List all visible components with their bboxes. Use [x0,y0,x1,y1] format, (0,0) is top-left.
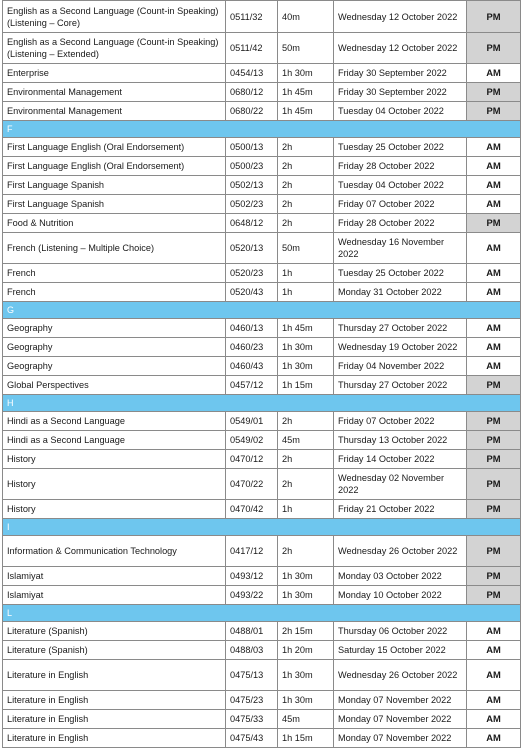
table-row [3,691,521,710]
exam-date-cell: Friday 14 October 2022 [334,450,467,469]
session-cell: PM [467,431,521,450]
table-row [3,450,521,469]
table-row [3,412,521,431]
letter-section-header [3,395,521,412]
component-code-cell: 0457/12 [226,376,278,395]
component-code-cell: 0475/43 [226,729,278,748]
session-cell: AM [467,691,521,710]
exam-date-cell: Tuesday 04 October 2022 [334,102,467,121]
table-row [3,338,521,357]
table-row [3,64,521,83]
subject-cell: Global Perspectives [3,376,226,395]
section-letter: G [3,302,521,319]
subject-cell: English as a Second Language (Count-in Speaking) (Listening – Extended) [3,33,226,64]
subject-cell: Hindi as a Second Language [3,431,226,450]
duration-cell: 1h [278,264,334,283]
duration-cell: 2h [278,157,334,176]
component-code-cell: 0475/23 [226,691,278,710]
duration-cell: 50m [278,233,334,264]
session-cell: AM [467,357,521,376]
subject-cell: Hindi as a Second Language [3,412,226,431]
duration-cell: 1h 30m [278,660,334,691]
table-row [3,729,521,748]
subject-cell: French [3,264,226,283]
table-row [3,319,521,338]
duration-cell: 50m [278,33,334,64]
table-row [3,660,521,691]
duration-cell: 2h [278,195,334,214]
table-row [3,500,521,519]
subject-cell: Literature in English [3,691,226,710]
duration-cell: 1h 30m [278,357,334,376]
duration-cell: 45m [278,710,334,729]
component-code-cell: 0511/42 [226,33,278,64]
table-row [3,567,521,586]
section-letter: I [3,519,521,536]
section-letter: H [3,395,521,412]
duration-cell: 2h [278,450,334,469]
table-row [3,283,521,302]
subject-cell: First Language Spanish [3,195,226,214]
table-row [3,33,521,64]
section-letter: F [3,121,521,138]
subject-cell: French (Listening – Multiple Choice) [3,233,226,264]
session-cell: AM [467,641,521,660]
component-code-cell: 0454/13 [226,64,278,83]
component-code-cell: 0502/13 [226,176,278,195]
component-code-cell: 0460/43 [226,357,278,376]
exam-date-cell: Friday 21 October 2022 [334,500,467,519]
table-row [3,138,521,157]
exam-date-cell: Friday 07 October 2022 [334,412,467,431]
session-cell: PM [467,214,521,233]
table-row [3,710,521,729]
component-code-cell: 0520/43 [226,283,278,302]
duration-cell: 1h [278,500,334,519]
exam-date-cell: Monday 10 October 2022 [334,586,467,605]
timetable-body [3,1,521,748]
component-code-cell: 0460/23 [226,338,278,357]
table-row [3,431,521,450]
letter-section-header [3,605,521,622]
subject-cell: Enterprise [3,64,226,83]
table-row [3,176,521,195]
subject-cell: Geography [3,319,226,338]
session-cell: AM [467,729,521,748]
subject-cell: First Language English (Oral Endorsement) [3,138,226,157]
session-cell: PM [467,469,521,500]
subject-cell: Literature in English [3,660,226,691]
subject-cell: Literature (Spanish) [3,622,226,641]
table-row [3,157,521,176]
subject-cell: Geography [3,357,226,376]
exam-date-cell: Monday 31 October 2022 [334,283,467,302]
exam-date-cell: Wednesday 16 November 2022 [334,233,467,264]
session-cell: AM [467,157,521,176]
session-cell: PM [467,83,521,102]
exam-date-cell: Tuesday 25 October 2022 [334,138,467,157]
subject-cell: Geography [3,338,226,357]
duration-cell: 1h 30m [278,64,334,83]
subject-cell: History [3,500,226,519]
duration-cell: 2h [278,412,334,431]
session-cell: PM [467,536,521,567]
table-row [3,214,521,233]
duration-cell: 1h 45m [278,83,334,102]
exam-date-cell: Saturday 15 October 2022 [334,641,467,660]
table-row [3,376,521,395]
component-code-cell: 0488/01 [226,622,278,641]
duration-cell: 1h [278,283,334,302]
session-cell: PM [467,450,521,469]
subject-cell: Islamiyat [3,567,226,586]
letter-section-header [3,302,521,319]
component-code-cell: 0470/12 [226,450,278,469]
component-code-cell: 0493/22 [226,586,278,605]
exam-date-cell: Friday 30 September 2022 [334,64,467,83]
duration-cell: 1h 20m [278,641,334,660]
subject-cell: English as a Second Language (Count-in Speaking) (Listening – Core) [3,1,226,33]
component-code-cell: 0549/01 [226,412,278,431]
session-cell: AM [467,283,521,302]
table-row [3,536,521,567]
component-code-cell: 0493/12 [226,567,278,586]
component-code-cell: 0470/22 [226,469,278,500]
table-row [3,469,521,500]
subject-cell: Environmental Management [3,102,226,121]
session-cell: PM [467,33,521,64]
duration-cell: 45m [278,431,334,450]
table-row [3,586,521,605]
exam-date-cell: Monday 03 October 2022 [334,567,467,586]
exam-date-cell: Friday 07 October 2022 [334,195,467,214]
component-code-cell: 0680/22 [226,102,278,121]
exam-date-cell: Tuesday 04 October 2022 [334,176,467,195]
section-letter: L [3,605,521,622]
table-row [3,233,521,264]
exam-date-cell: Friday 28 October 2022 [334,214,467,233]
exam-date-cell: Tuesday 25 October 2022 [334,264,467,283]
exam-date-cell: Thursday 06 October 2022 [334,622,467,641]
component-code-cell: 0470/42 [226,500,278,519]
session-cell: PM [467,500,521,519]
duration-cell: 2h 15m [278,622,334,641]
session-cell: AM [467,264,521,283]
component-code-cell: 0475/13 [226,660,278,691]
exam-date-cell: Friday 30 September 2022 [334,83,467,102]
session-cell: AM [467,233,521,264]
component-code-cell: 0475/33 [226,710,278,729]
exam-date-cell: Monday 07 November 2022 [334,710,467,729]
table-row [3,357,521,376]
subject-cell: Environmental Management [3,83,226,102]
exam-date-cell: Monday 07 November 2022 [334,691,467,710]
table-row [3,83,521,102]
exam-date-cell: Wednesday 26 October 2022 [334,536,467,567]
session-cell: PM [467,412,521,431]
subject-cell: French [3,283,226,302]
duration-cell: 40m [278,1,334,33]
exam-date-cell: Thursday 13 October 2022 [334,431,467,450]
exam-date-cell: Monday 07 November 2022 [334,729,467,748]
component-code-cell: 0520/23 [226,264,278,283]
duration-cell: 1h 30m [278,567,334,586]
subject-cell: Literature in English [3,710,226,729]
table-row [3,264,521,283]
table-row [3,622,521,641]
duration-cell: 1h 30m [278,586,334,605]
letter-section-header [3,121,521,138]
session-cell: AM [467,660,521,691]
session-cell: PM [467,586,521,605]
component-code-cell: 0500/13 [226,138,278,157]
duration-cell: 1h 15m [278,729,334,748]
component-code-cell: 0648/12 [226,214,278,233]
duration-cell: 1h 30m [278,338,334,357]
subject-cell: Literature in English [3,729,226,748]
exam-date-cell: Wednesday 12 October 2022 [334,33,467,64]
component-code-cell: 0680/12 [226,83,278,102]
component-code-cell: 0417/12 [226,536,278,567]
session-cell: AM [467,319,521,338]
exam-date-cell: Wednesday 26 October 2022 [334,660,467,691]
duration-cell: 2h [278,138,334,157]
duration-cell: 2h [278,536,334,567]
exam-date-cell: Thursday 27 October 2022 [334,376,467,395]
subject-cell: Food & Nutrition [3,214,226,233]
subject-cell: First Language Spanish [3,176,226,195]
exam-date-cell: Friday 04 November 2022 [334,357,467,376]
exam-date-cell: Thursday 27 October 2022 [334,319,467,338]
component-code-cell: 0511/32 [226,1,278,33]
session-cell: PM [467,376,521,395]
exam-timetable [2,0,521,748]
duration-cell: 2h [278,214,334,233]
exam-date-cell: Wednesday 12 October 2022 [334,1,467,33]
table-row [3,195,521,214]
session-cell: AM [467,195,521,214]
session-cell: PM [467,1,521,33]
table-row [3,1,521,33]
component-code-cell: 0500/23 [226,157,278,176]
subject-cell: Information & Communication Technology [3,536,226,567]
component-code-cell: 0549/02 [226,431,278,450]
duration-cell: 1h 45m [278,102,334,121]
session-cell: AM [467,338,521,357]
session-cell: PM [467,567,521,586]
session-cell: AM [467,176,521,195]
session-cell: AM [467,710,521,729]
table-row [3,102,521,121]
subject-cell: History [3,469,226,500]
subject-cell: Literature (Spanish) [3,641,226,660]
session-cell: PM [467,102,521,121]
duration-cell: 1h 30m [278,691,334,710]
session-cell: AM [467,64,521,83]
exam-date-cell: Wednesday 19 October 2022 [334,338,467,357]
duration-cell: 2h [278,469,334,500]
table-row [3,641,521,660]
component-code-cell: 0502/23 [226,195,278,214]
duration-cell: 1h 15m [278,376,334,395]
component-code-cell: 0520/13 [226,233,278,264]
subject-cell: First Language English (Oral Endorsement) [3,157,226,176]
subject-cell: History [3,450,226,469]
component-code-cell: 0460/13 [226,319,278,338]
duration-cell: 2h [278,176,334,195]
component-code-cell: 0488/03 [226,641,278,660]
session-cell: AM [467,138,521,157]
session-cell: AM [467,622,521,641]
duration-cell: 1h 45m [278,319,334,338]
exam-date-cell: Friday 28 October 2022 [334,157,467,176]
letter-section-header [3,519,521,536]
exam-date-cell: Wednesday 02 November 2022 [334,469,467,500]
subject-cell: Islamiyat [3,586,226,605]
